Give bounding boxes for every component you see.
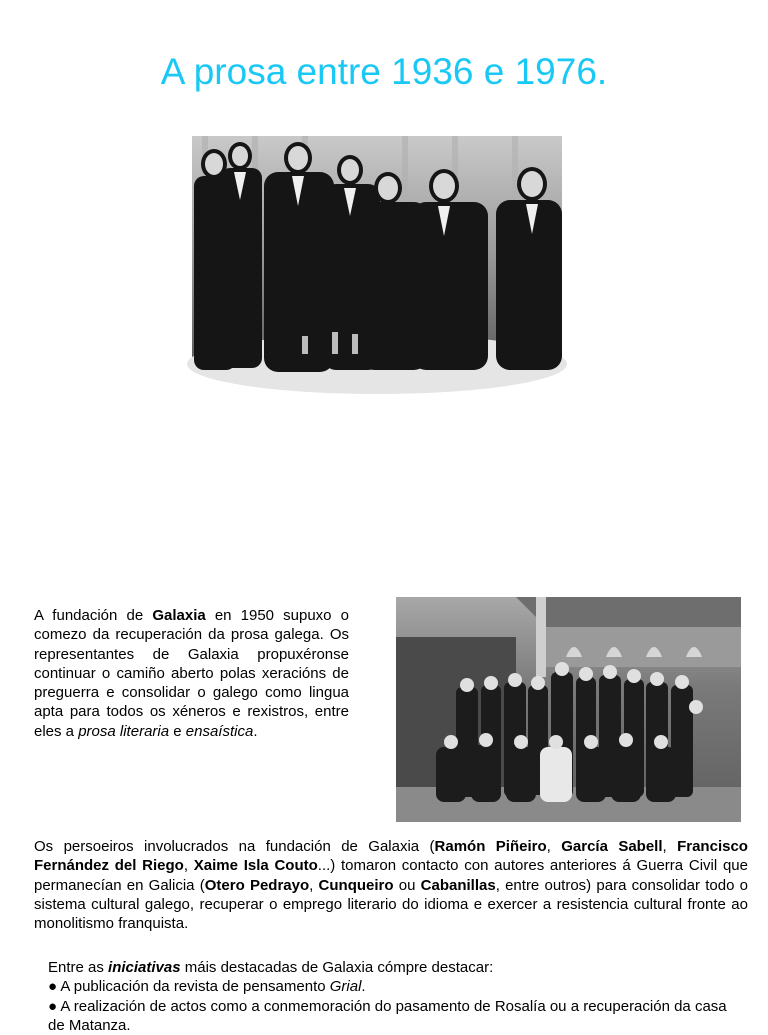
text-segment: A fundación de <box>34 607 153 624</box>
top-group-photo <box>192 136 562 370</box>
text-segment: en 1950 supuxo o comezo da recuperación da prosa galega. Os representantes de Galaxia propuxéronse continuar o camiño aberto polas xeracións de preguerra e consolidar o galego como lingua apta para todos os xéneros e rexistros, entre eles a <box>34 607 350 740</box>
text-segment: , <box>309 876 319 894</box>
initiatives-list <box>48 958 738 1035</box>
name-sabell: García Sabell <box>561 838 663 855</box>
text-segment: , <box>546 838 562 855</box>
text-segment: . <box>253 722 258 740</box>
page-title: A prosa entre 1936 e 1976. <box>160 51 608 92</box>
name-pineiro: Ramón Piñeiro <box>434 838 547 855</box>
text-segment: , <box>662 838 678 855</box>
initiatives-intro <box>48 958 738 977</box>
name-cunqueiro: Cunqueiro <box>318 876 394 894</box>
ensaistica-italic: ensaística <box>185 722 254 740</box>
name-otero: Otero Pedrayo <box>204 876 310 894</box>
text-segment: ...) tomaron contacto con autores anteriores á Guerra Civil que permanecían en Galicia ( <box>34 857 748 894</box>
name-isla: Xaime Isla Couto <box>193 857 318 875</box>
name-riego: Francisco Fernández del Riego <box>34 838 748 875</box>
list-item <box>48 977 738 996</box>
galaxia-bold: Galaxia <box>152 607 206 624</box>
name-cabanillas: Cabanillas <box>420 876 496 894</box>
text-segment: , <box>183 857 194 875</box>
text-segment: ou <box>393 876 421 894</box>
text-segment: Os persoeiros involucrados na fundación de Galaxia ( <box>34 838 435 855</box>
grial-italic: Grial <box>329 978 362 996</box>
text-segment: , entre outros) para consolidar todo o sistema cultural galego, recuperar o emprego literario do idioma e exercer a resistencia cultural fronte ao monolitismo franquista. <box>34 876 748 933</box>
text-segment: Entre as <box>48 959 109 976</box>
persoeiros-paragraph <box>34 837 748 933</box>
list-item: ● A realización de actos como a conmemoración do pasamento de Rosalía ou a recuperación da casa de Matanza. <box>48 997 727 1034</box>
prosa-literaria-italic: prosa literaria <box>78 722 170 740</box>
text-segment: máis destacadas de Galaxia cómpre destacar: <box>180 959 494 976</box>
iniciativas-bold-italic: iniciativas <box>108 959 181 976</box>
text-segment: ● A publicación da revista de pensamento <box>48 978 330 996</box>
outdoor-group-photo <box>396 597 741 822</box>
galaxia-intro-paragraph <box>34 606 349 741</box>
text-segment: e <box>169 722 186 740</box>
text-segment: . <box>361 978 366 996</box>
